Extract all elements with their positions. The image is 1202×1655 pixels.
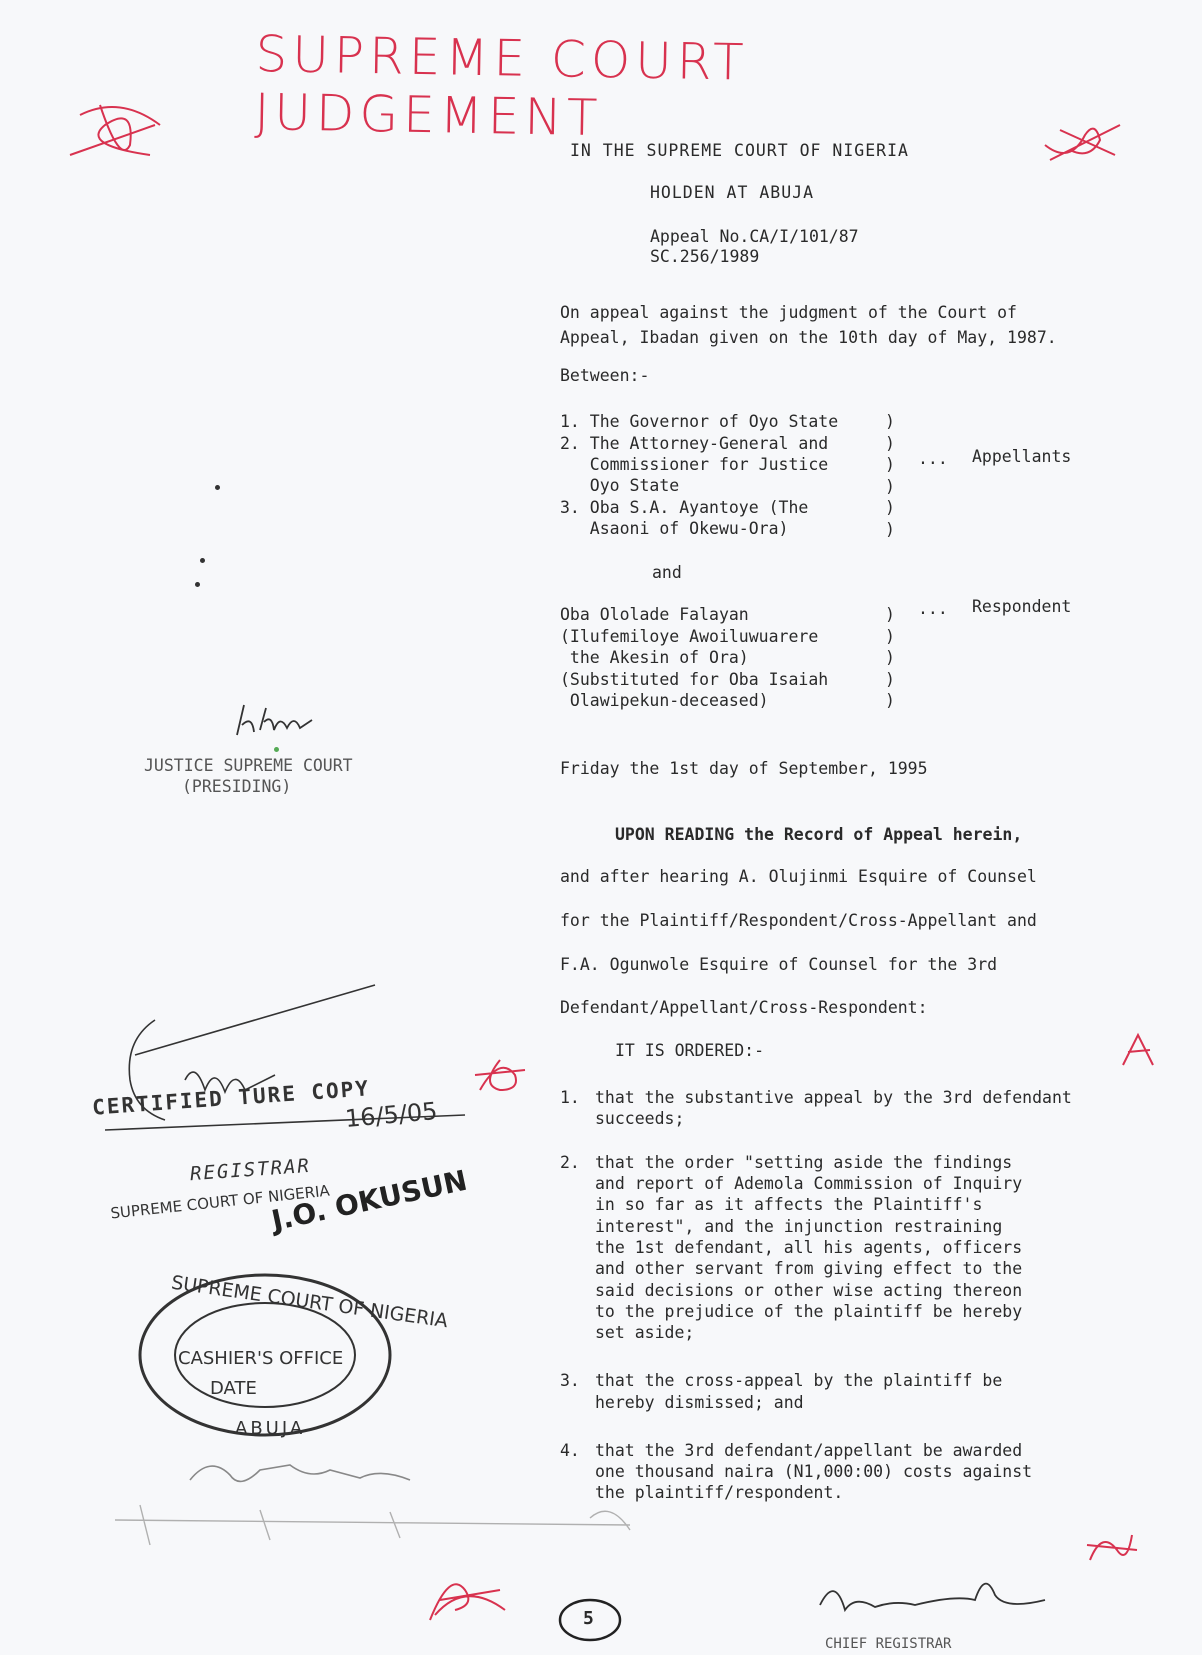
presiding-signature — [232, 700, 322, 740]
appellant-line: 1. The Governor of Oyo State — [560, 412, 839, 431]
order-line: and report of Ademola Commission of Inquiry — [595, 1174, 1023, 1193]
appeal-intro-line-2: Appeal, Ibadan given on the 10th day of May, 1987. — [560, 328, 1057, 347]
cashier-stamp-center-2: DATE — [210, 1378, 257, 1399]
order-line: that the order "setting aside the findings — [595, 1153, 1013, 1172]
order-line: one thousand naira (N1,000:00) costs against — [595, 1462, 1033, 1481]
order-line: interest", and the injunction restraining — [595, 1217, 1003, 1236]
appeal-intro-line-1: On appeal against the judgment of the Court of — [560, 303, 1017, 322]
order-line: that the substantive appeal by the 3rd defendant — [595, 1088, 1072, 1107]
body-line-1: UPON READING the Record of Appeal herein, — [615, 825, 1023, 844]
appellant-line: Asaoni of Okewu-Ora) — [560, 519, 789, 538]
order-line: the plaintiff/respondent. — [595, 1483, 844, 1502]
bottom-signature-title: CHIEF REGISTRAR — [825, 1636, 952, 1652]
bottom-signature — [815, 1565, 1055, 1635]
scribble-mark-top-right — [1040, 115, 1130, 175]
certified-stamp-date: 16/5/05 — [343, 1097, 439, 1133]
scribble-mark-right — [1118, 1030, 1158, 1070]
scribble-mark-top-left — [60, 85, 190, 175]
between-label: Between:- — [560, 366, 650, 385]
scan-speck — [215, 485, 220, 490]
order-line: in so far as it affects the Plaintiff's — [595, 1195, 983, 1214]
order-line: hereby dismissed; and — [595, 1393, 804, 1412]
faint-handwriting — [110, 1450, 670, 1560]
appellant-line: Oyo State — [560, 476, 680, 495]
certified-stamp-court: SUPREME COURT OF NIGERIA — [109, 1181, 331, 1223]
order-number: 4. — [560, 1441, 580, 1460]
page-number: 5 — [583, 1608, 594, 1629]
scan-speck — [195, 582, 200, 587]
order-line: that the 3rd defendant/appellant be awarded — [595, 1441, 1023, 1460]
appellant-line: 2. The Attorney-General and — [560, 434, 829, 453]
presiding-line-2: (PRESIDING) — [182, 777, 292, 796]
respondent-line: Oba Ololade Falayan — [560, 605, 749, 624]
respondent-line: (Substituted for Oba Isaiah — [560, 670, 829, 689]
appellant-brackets: ) ) ) ) ) ) — [885, 412, 895, 539]
cashier-stamp-ring: SUPREME COURT OF NIGERIA — [169, 1271, 450, 1333]
order-line: the 1st defendant, all his agents, officers — [595, 1238, 1023, 1257]
certified-stamp-registrar: REGISTRAR — [189, 1154, 312, 1186]
certified-stamp-name: J.O. OKUSUN — [268, 1163, 470, 1238]
order-line: said decisions or other wise acting thereon — [595, 1281, 1023, 1300]
holden-heading: HOLDEN AT ABUJA — [650, 183, 815, 202]
respondent-label: Respondent — [972, 597, 1072, 616]
appellants-dots: ... — [918, 449, 948, 468]
appellant-line: Commissioner for Justice — [560, 455, 829, 474]
order-number: 1. — [560, 1088, 580, 1107]
certified-stamp-title: CERTIFIED TURE COPY — [91, 1076, 371, 1120]
scan-speck — [200, 558, 205, 563]
scribble-mark-bottom-right — [1082, 1520, 1142, 1570]
cashier-stamp-bottom: ABUJA — [235, 1418, 306, 1439]
and-label: and — [652, 563, 682, 582]
respondent-line: Olawipekun-deceased) — [560, 691, 769, 710]
sc-number: SC.256/1989 — [650, 247, 760, 266]
handwritten-title: SUPREME COURT JUDGEMENT — [254, 25, 749, 148]
date-line: Friday the 1st day of September, 1995 — [560, 759, 928, 778]
respondent-dots: ... — [918, 599, 948, 618]
court-heading: IN THE SUPREME COURT OF NIGERIA — [570, 141, 909, 160]
presiding-line-1: JUSTICE SUPREME COURT — [144, 756, 353, 775]
body-line-4: F.A. Ogunwole Esquire of Counsel for the 3rd — [560, 955, 998, 974]
appellant-line: 3. Oba S.A. Ayantoye (The — [560, 498, 809, 517]
scribble-mark-bottom-center — [420, 1560, 510, 1630]
order-line: and other servant from giving effect to the — [595, 1259, 1023, 1278]
order-line: to the prejudice of the plaintiff be hereby — [595, 1302, 1023, 1321]
appeal-number: Appeal No.CA/I/101/87 — [650, 227, 859, 246]
order-line: set aside; — [595, 1323, 695, 1342]
order-number: 3. — [560, 1371, 580, 1390]
order-number: 2. — [560, 1153, 580, 1172]
appellants-label: Appellants — [972, 447, 1072, 466]
respondent-line: (Ilufemiloye Awoiluwuarere — [560, 627, 819, 646]
respondent-line: the Akesin of Ora) — [560, 648, 749, 667]
body-line-5: Defendant/Appellant/Cross-Respondent: — [560, 998, 928, 1017]
body-line-3: for the Plaintiff/Respondent/Cross-Appellant and — [560, 911, 1037, 930]
cashier-stamp-center-1: CASHIER'S OFFICE — [178, 1348, 344, 1369]
respondent-brackets: ) ) ) ) ) — [885, 605, 895, 710]
scan-speck — [274, 747, 279, 752]
ordered-heading: IT IS ORDERED:- — [615, 1041, 765, 1060]
order-line: that the cross-appeal by the plaintiff be — [595, 1371, 1003, 1390]
body-line-2: and after hearing A. Olujinmi Esquire of Counsel — [560, 867, 1037, 886]
order-line: succeeds; — [595, 1109, 685, 1128]
